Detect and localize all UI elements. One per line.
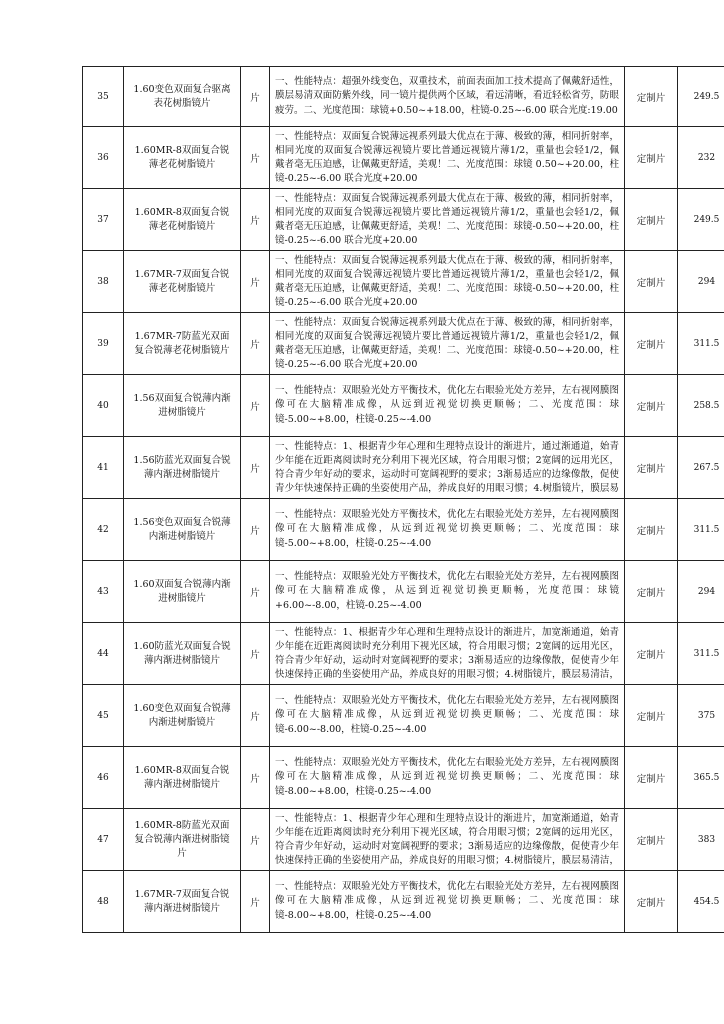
row-number: 46 bbox=[83, 747, 124, 809]
row-number: 42 bbox=[83, 499, 124, 561]
product-type: 定制片 bbox=[625, 747, 678, 809]
description-cell bbox=[270, 189, 625, 251]
row-number: 44 bbox=[83, 623, 124, 685]
unit-cell: 片 bbox=[241, 809, 270, 871]
unit-cell: 片 bbox=[241, 375, 270, 437]
table-body bbox=[83, 67, 724, 933]
row-number: 47 bbox=[83, 809, 124, 871]
description-cell bbox=[270, 375, 625, 437]
product-type: 定制片 bbox=[625, 375, 678, 437]
product-name: 1.60变色双面复合驱离表花树脂镜片 bbox=[124, 67, 241, 127]
product-type: 定制片 bbox=[625, 871, 678, 933]
description-cell bbox=[270, 623, 625, 685]
product-type: 定制片 bbox=[625, 127, 678, 189]
description-text: 一、性能特点：超强外线变色，双重技术，前面表面加工技术提高了佩戴舒适性，膜层易清双面防紫外线，同一镜片提供两个区域，看远清晰，看近轻松省劳，防眼疲劳。二、光度范围：球镜+0.50~+18.00，柱镜-0.25~-6.00 联合光度:19.00 bbox=[275, 76, 619, 116]
table-row bbox=[83, 685, 724, 747]
unit-price: 311.5 bbox=[678, 313, 724, 375]
unit-price: 249.5 bbox=[678, 67, 724, 127]
description-cell bbox=[270, 747, 625, 809]
description-cell bbox=[270, 561, 625, 623]
unit-price: 311.5 bbox=[678, 623, 724, 685]
description-cell bbox=[270, 127, 625, 189]
description-text: 一、性能特点：双面复合锐薄远视系列最大优点在于薄、极致的薄，相同折射率，相同光度的双面复合锐薄远视镜片要比普通远视镜片薄1/2，重量也会轻1/2，佩戴者毫无压迫感，让佩戴更舒适，美观！二、光度范围：球镜-0.50~+20.00，柱镜-0.25~-6.00 联合光度+20.00 bbox=[275, 192, 619, 247]
description-text: 一、性能特点：双面复合锐薄远视系列最大优点在于薄、极致的薄，相同折射率，相同光度的双面复合锐薄远视镜片要比普通远视镜片薄1/2，重量也会轻1/2，佩戴者毫无压迫感，让佩戴更舒适，美观！二、光度范围：球镜-0.50~+20.00，柱镜-0.25~-6.00 联合光度+20.00 bbox=[275, 254, 619, 309]
table-row bbox=[83, 871, 724, 933]
row-number: 41 bbox=[83, 437, 124, 499]
unit-cell: 片 bbox=[241, 67, 270, 127]
table-row bbox=[83, 623, 724, 685]
price-list-table bbox=[82, 66, 724, 933]
row-number: 40 bbox=[83, 375, 124, 437]
description-cell bbox=[270, 67, 625, 127]
description-cell bbox=[270, 871, 625, 933]
description-text: 一、性能特点：双面复合锐薄远视系列最大优点在于薄、极致的薄，相同折射率，相同光度的双面复合锐薄远视镜片要比普通远视镜片薄1/2，重量也会轻1/2，佩戴者毫无压迫感，让佩戴更舒适，美观！二、光度范围：球镜-0.50~+20.00，柱镜-0.25~-6.00 联合光度+20.00 bbox=[275, 316, 619, 371]
unit-cell: 片 bbox=[241, 623, 270, 685]
product-type: 定制片 bbox=[625, 67, 678, 127]
product-name: 1.67MR-7双面复合锐薄老花树脂镜片 bbox=[124, 251, 241, 313]
product-name: 1.56双面复合锐薄内渐进树脂镜片 bbox=[124, 375, 241, 437]
price-list-sheet bbox=[82, 66, 720, 933]
unit-price: 365.5 bbox=[678, 747, 724, 809]
description-cell bbox=[270, 499, 625, 561]
product-type: 定制片 bbox=[625, 809, 678, 871]
unit-price: 249.5 bbox=[678, 189, 724, 251]
unit-cell: 片 bbox=[241, 313, 270, 375]
product-name: 1.60双面复合锐薄内渐进树脂镜片 bbox=[124, 561, 241, 623]
table-row bbox=[83, 375, 724, 437]
product-name: 1.67MR-7防蓝光双面复合锐薄老花树脂镜片 bbox=[124, 313, 241, 375]
product-type: 定制片 bbox=[625, 437, 678, 499]
table-row bbox=[83, 499, 724, 561]
unit-cell: 片 bbox=[241, 127, 270, 189]
product-name: 1.60防蓝光双面复合锐薄内渐进树脂镜片 bbox=[124, 623, 241, 685]
row-number: 37 bbox=[83, 189, 124, 251]
description-text: 一、性能特点：1、根据青少年心理和生理特点设计的渐进片，通过渐通道，始青少年能在近距离阅读时充分利用下视光区域，符合用眼习惯；2宽阔的远用光区，符合青少年好动的要求，运动时可宽阔视野的要求；3渐易适应的边缘像散，促使青少年快速保持正确的坐姿使用产品，养成良好的用眼习惯；4.树脂镜片，膜层易 bbox=[275, 440, 619, 495]
unit-price: 375 bbox=[678, 685, 724, 747]
unit-cell: 片 bbox=[241, 871, 270, 933]
unit-price: 294 bbox=[678, 561, 724, 623]
unit-cell: 片 bbox=[241, 685, 270, 747]
unit-price: 454.5 bbox=[678, 871, 724, 933]
row-number: 43 bbox=[83, 561, 124, 623]
row-number: 38 bbox=[83, 251, 124, 313]
description-text: 一、性能特点：双眼验光处方平衡技术，优化左右眼验光处方差异，左右视网膜图像可在大脑精准成像，从远到近视觉切换更顺畅；二、光度范围：球镜-5.00~+8.00，柱镜-0.25~-4.00 bbox=[275, 509, 619, 549]
table-row bbox=[83, 313, 724, 375]
description-text: 一、性能特点：双眼验光处方平衡技术，优化左右眼验光处方差异，左右视网膜图像可在大脑精准成像，从远到近视觉切换更顺畅；二、光度范围：球镜-6.00~-8.00，柱镜-0.25~-4.00 bbox=[275, 695, 619, 735]
table-row bbox=[83, 189, 724, 251]
product-type: 定制片 bbox=[625, 189, 678, 251]
row-number: 45 bbox=[83, 685, 124, 747]
product-type: 定制片 bbox=[625, 499, 678, 561]
unit-cell: 片 bbox=[241, 561, 270, 623]
row-number: 48 bbox=[83, 871, 124, 933]
product-name: 1.60变色双面复合锐薄内渐进树脂镜片 bbox=[124, 685, 241, 747]
product-name: 1.56变色双面复合锐薄内渐进树脂镜片 bbox=[124, 499, 241, 561]
product-name: 1.56防蓝光双面复合锐薄内渐进树脂镜片 bbox=[124, 437, 241, 499]
product-type: 定制片 bbox=[625, 623, 678, 685]
product-type: 定制片 bbox=[625, 685, 678, 747]
description-text: 一、性能特点：双眼验光处方平衡技术，优化左右眼验光处方差异，左右视网膜图像可在大脑精准成像，从远到近视觉切换更顺畅，光度范围：球镜+6.00~-8.00，柱镜-0.25~-4.00 bbox=[275, 571, 619, 611]
unit-cell: 片 bbox=[241, 189, 270, 251]
description-cell bbox=[270, 685, 625, 747]
table-row bbox=[83, 437, 724, 499]
table-row bbox=[83, 251, 724, 313]
description-text: 一、性能特点：双眼验光处方平衡技术，优化左右眼验光处方差异，左右视网膜图像可在大脑精准成像，从远到近视觉切换更顺畅；二、光度范围：球镜-5.00~+8.00，柱镜-0.25~-4.00 bbox=[275, 385, 619, 425]
unit-price: 267.5 bbox=[678, 437, 724, 499]
unit-cell: 片 bbox=[241, 747, 270, 809]
product-name: 1.67MR-7双面复合锐薄内渐进树脂镜片 bbox=[124, 871, 241, 933]
description-cell bbox=[270, 251, 625, 313]
product-name: 1.60MR-8双面复合锐薄内渐进树脂镜片 bbox=[124, 747, 241, 809]
table-row bbox=[83, 127, 724, 189]
unit-cell: 片 bbox=[241, 499, 270, 561]
product-name: 1.60MR-8防蓝光双面复合锐薄内渐进树脂镜片 bbox=[124, 809, 241, 871]
product-type: 定制片 bbox=[625, 313, 678, 375]
unit-price: 383 bbox=[678, 809, 724, 871]
unit-price: 311.5 bbox=[678, 499, 724, 561]
unit-price: 294 bbox=[678, 251, 724, 313]
table-row bbox=[83, 747, 724, 809]
table-row bbox=[83, 67, 724, 127]
description-cell bbox=[270, 313, 625, 375]
row-number: 36 bbox=[83, 127, 124, 189]
description-text: 一、性能特点：双眼验光处方平衡技术，优化左右眼验光处方差异，左右视网膜图像可在大脑精准成像，从远到近视觉切换更顺畅；二、光度范围：球镜-8.00~+8.00，柱镜-0.25~-4.00 bbox=[275, 757, 619, 797]
row-number: 35 bbox=[83, 67, 124, 127]
table-row bbox=[83, 809, 724, 871]
description-cell bbox=[270, 437, 625, 499]
description-text: 一、性能特点：双面复合锐薄远视系列最大优点在于薄、极致的薄，相同折射率，相同光度的双面复合锐薄远视镜片要比普通远视镜片薄1/2，重量也会轻1/2，佩戴者毫无压迫感，让佩戴更舒适，美观！二、光度范围：球镜 0.50~+20.00，柱镜-0.25~-6.00 联合光度+20.00 bbox=[275, 130, 619, 185]
description-cell bbox=[270, 809, 625, 871]
product-type: 定制片 bbox=[625, 561, 678, 623]
unit-price: 258.5 bbox=[678, 375, 724, 437]
unit-cell: 片 bbox=[241, 251, 270, 313]
unit-cell: 片 bbox=[241, 437, 270, 499]
product-name: 1.60MR-8双面复合锐薄老花树脂镜片 bbox=[124, 127, 241, 189]
unit-price: 232 bbox=[678, 127, 724, 189]
description-text: 一、性能特点：双眼验光处方平衡技术，优化左右眼验光处方差异，左右视网膜图像可在大脑精准成像，从远到近视觉切换更顺畅；二、光度范围：球镜-8.00~+8.00，柱镜-0.25~-4.00 bbox=[275, 881, 619, 921]
table-row bbox=[83, 561, 724, 623]
product-name: 1.60MR-8双面复合锐薄老花树脂镜片 bbox=[124, 189, 241, 251]
description-text: 一、性能特点：1、根据青少年心理和生理特点设计的渐进片，加宽渐通道，始青少年能在近距离阅读时充分利用下视光区域，符合用眼习惯；2宽阔的远用光区，符合青少年好动，运动时对宽阔视野的要求；3渐易适应的边缘像散，促使青少年快速保持正确的坐姿使用产品，养成良好的用眼习惯；4.树脂镜片，膜层易清洁， bbox=[275, 626, 619, 681]
description-text: 一、性能特点：1、根据青少年心理和生理特点设计的渐进片，加宽渐通道，始青少年能在近距离阅读时充分利用下视光区域，符合用眼习惯；2宽阔的远用光区，符合青少年好动，运动时对宽阔视野的要求；3渐易适应的边缘像散，促使青少年快速保持正确的坐姿使用产品，养成良好的用眼习惯；4.树脂镜片，膜层易清洁， bbox=[275, 812, 619, 867]
product-type: 定制片 bbox=[625, 251, 678, 313]
row-number: 39 bbox=[83, 313, 124, 375]
